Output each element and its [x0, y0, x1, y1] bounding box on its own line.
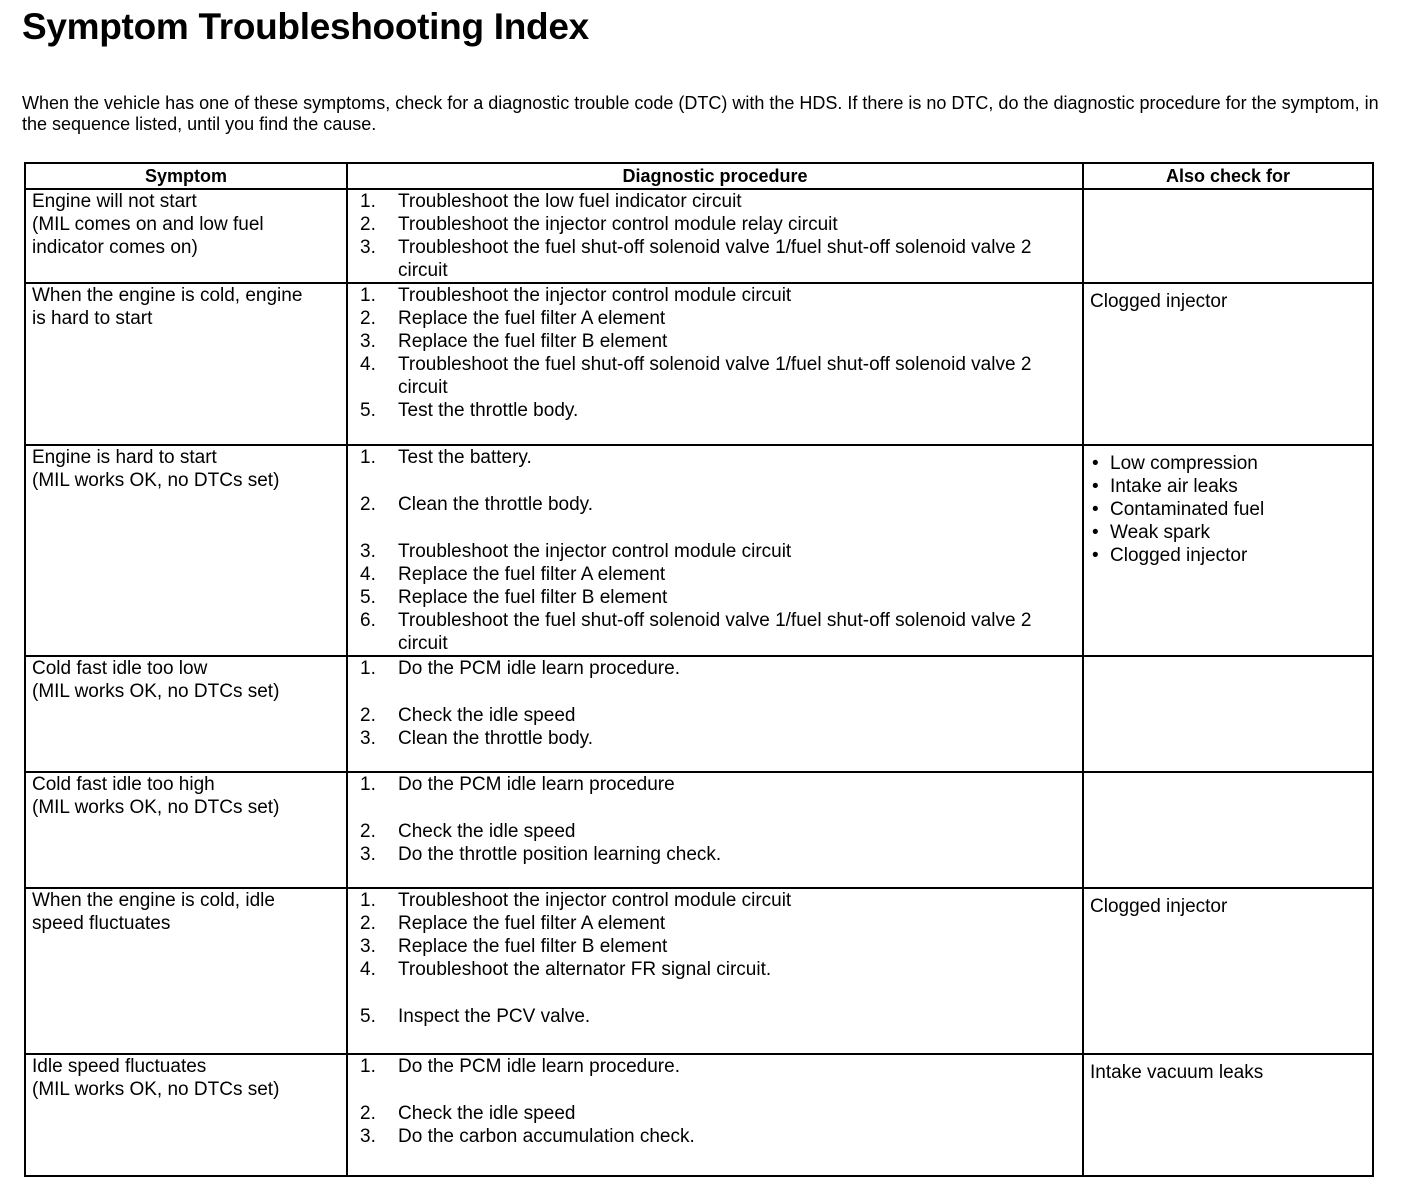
procedure-step [354, 307, 1076, 330]
step-number: 1. [360, 1056, 376, 1077]
header-symptom: Symptom [25, 163, 347, 189]
procedure-step [354, 1125, 1076, 1148]
procedure-step [354, 1005, 1076, 1028]
procedure-steps [354, 773, 1076, 866]
step-number: 6. [360, 610, 376, 631]
procedure-steps [354, 284, 1076, 422]
symptom-text: Engine will not start [32, 191, 197, 212]
step-text: Do the PCM idle learn procedure. [398, 1056, 680, 1077]
also-check-item: Intake air leaks [1110, 476, 1238, 497]
step-number: 1. [360, 658, 376, 679]
table-row [25, 445, 1373, 656]
procedure-step [354, 399, 1076, 422]
step-text: Replace the fuel filter A element [398, 913, 666, 934]
also-check-text: Clogged injector [1090, 291, 1228, 312]
step-number: 3. [360, 728, 376, 749]
bullet-icon: • [1092, 499, 1099, 520]
symptom-cell [25, 656, 347, 772]
symptom-text: (MIL comes on and low fuel [32, 214, 264, 235]
bullet-icon: • [1092, 476, 1099, 497]
symptom-text: (MIL works OK, no DTCs set) [32, 797, 280, 818]
step-number: 2. [360, 821, 376, 842]
also-check-list [1090, 452, 1366, 567]
procedure-step [354, 773, 1076, 796]
procedure-step [354, 586, 1076, 609]
step-number: 5. [360, 587, 376, 608]
table-row [25, 772, 1373, 888]
bullet-icon: • [1092, 545, 1099, 566]
procedure-step [354, 493, 1076, 516]
list-item [1090, 544, 1366, 567]
step-text: Troubleshoot the low fuel indicator circuit [398, 191, 742, 212]
symptom-cell [25, 1054, 347, 1176]
step-text: Test the battery. [398, 447, 532, 468]
also-check-item: Low compression [1110, 453, 1258, 474]
step-text: Troubleshoot the alternator FR signal circuit. [398, 959, 772, 980]
procedure-step [354, 213, 1076, 236]
procedure-step [354, 958, 1076, 981]
step-number: 3. [360, 541, 376, 562]
step-text: Do the throttle position learning check. [398, 844, 722, 865]
table-row [25, 1054, 1373, 1176]
step-number: 1. [360, 191, 376, 212]
procedure-step [354, 284, 1076, 307]
procedure-step [354, 889, 1076, 912]
also-check-cell [1083, 1054, 1373, 1176]
procedure-cell [347, 772, 1083, 888]
procedure-cell [347, 445, 1083, 656]
symptom-text: When the engine is cold, idle [32, 890, 275, 911]
procedure-steps [354, 1055, 1076, 1148]
page-title: Symptom Troubleshooting Index [22, 6, 589, 47]
also-check-text: Clogged injector [1090, 896, 1228, 917]
step-number: 2. [360, 913, 376, 934]
step-number: 2. [360, 494, 376, 515]
step-text: Troubleshoot the fuel shut-off solenoid valve 1/fuel shut-off solenoid valve 2 circuit [398, 354, 1032, 398]
symptom-cell [25, 283, 347, 445]
procedure-step [354, 912, 1076, 935]
table-body [25, 189, 1373, 1176]
intro-text: When the vehicle has one of these symptoms, check for a diagnostic trouble code (DTC) with the HDS. If there is no DTC, do the diagnostic procedure for the symptom, in the sequence listed, until you find the cause. [22, 93, 1379, 134]
bullet-icon: • [1092, 453, 1099, 474]
symptom-cell [25, 772, 347, 888]
procedure-step [354, 330, 1076, 353]
list-item [1090, 498, 1366, 521]
procedure-step [354, 935, 1076, 958]
symptom-cell [25, 445, 347, 656]
header-also-check: Also check for [1083, 163, 1373, 189]
step-text: Troubleshoot the injector control module relay circuit [398, 214, 838, 235]
symptom-text: speed fluctuates [32, 913, 171, 934]
step-number: 3. [360, 1126, 376, 1147]
also-check-cell [1083, 772, 1373, 888]
step-text: Replace the fuel filter B element [398, 587, 668, 608]
list-item [1090, 475, 1366, 498]
procedure-step [354, 236, 1076, 282]
step-number: 3. [360, 844, 376, 865]
procedure-step [354, 727, 1076, 750]
procedure-cell [347, 1054, 1083, 1176]
step-number: 3. [360, 237, 376, 258]
also-check-item: Weak spark [1110, 522, 1210, 543]
procedure-cell [347, 888, 1083, 1054]
symptom-text: Engine is hard to start [32, 447, 217, 468]
table-row [25, 656, 1373, 772]
also-check-cell [1083, 283, 1373, 445]
procedure-step [354, 704, 1076, 727]
step-text: Troubleshoot the fuel shut-off solenoid valve 1/fuel shut-off solenoid valve 2 circuit [398, 237, 1032, 281]
step-text: Replace the fuel filter A element [398, 564, 666, 585]
symptom-text: indicator comes on) [32, 237, 198, 258]
also-check-cell [1083, 189, 1373, 283]
step-number: 2. [360, 705, 376, 726]
step-number: 2. [360, 1103, 376, 1124]
procedure-step [354, 190, 1076, 213]
step-number: 1. [360, 774, 376, 795]
step-number: 3. [360, 936, 376, 957]
step-number: 2. [360, 214, 376, 235]
also-check-cell [1083, 656, 1373, 772]
step-number: 4. [360, 959, 376, 980]
also-check-item: Contaminated fuel [1110, 499, 1265, 520]
also-check-cell [1083, 888, 1373, 1054]
step-number: 2. [360, 308, 376, 329]
step-text: Do the carbon accumulation check. [398, 1126, 695, 1147]
table-row [25, 283, 1373, 445]
procedure-step [354, 820, 1076, 843]
step-text: Replace the fuel filter B element [398, 331, 668, 352]
procedure-cell [347, 656, 1083, 772]
procedure-step [354, 563, 1076, 586]
list-item [1090, 452, 1366, 475]
step-text: Test the throttle body. [398, 400, 579, 421]
symptom-text: (MIL works OK, no DTCs set) [32, 1079, 280, 1100]
step-text: Check the idle speed [398, 705, 576, 726]
also-check-cell [1083, 445, 1373, 656]
step-text: Clean the throttle body. [398, 494, 594, 515]
procedure-step [354, 657, 1076, 680]
step-number: 4. [360, 354, 376, 375]
procedure-step [354, 1102, 1076, 1125]
step-text: Troubleshoot the fuel shut-off solenoid valve 1/fuel shut-off solenoid valve 2 circuit [398, 610, 1032, 654]
step-text: Clean the throttle body. [398, 728, 594, 749]
step-text: Troubleshoot the injector control module circuit [398, 890, 792, 911]
symptom-text: (MIL works OK, no DTCs set) [32, 470, 280, 491]
step-text: Troubleshoot the injector control module circuit [398, 541, 792, 562]
procedure-steps [354, 657, 1076, 750]
procedure-cell [347, 189, 1083, 283]
symptom-table [24, 162, 1374, 1177]
procedure-step [354, 843, 1076, 866]
procedure-steps [354, 446, 1076, 655]
step-number: 5. [360, 1006, 376, 1027]
symptom-text: Idle speed fluctuates [32, 1056, 207, 1077]
step-number: 1. [360, 890, 376, 911]
table-row [25, 189, 1373, 283]
procedure-step [354, 446, 1076, 469]
symptom-text: When the engine is cold, engine [32, 285, 303, 306]
table-header-row [25, 163, 1373, 189]
step-text: Replace the fuel filter A element [398, 308, 666, 329]
symptom-text: is hard to start [32, 308, 153, 329]
step-text: Do the PCM idle learn procedure. [398, 658, 680, 679]
list-item [1090, 521, 1366, 544]
symptom-text: Cold fast idle too low [32, 658, 208, 679]
step-number: 1. [360, 447, 376, 468]
procedure-step [354, 353, 1076, 399]
step-number: 1. [360, 285, 376, 306]
procedure-steps [354, 190, 1076, 282]
table-row [25, 888, 1373, 1054]
header-procedure: Diagnostic procedure [347, 163, 1083, 189]
step-text: Do the PCM idle learn procedure [398, 774, 675, 795]
step-text: Replace the fuel filter B element [398, 936, 668, 957]
step-number: 5. [360, 400, 376, 421]
step-text: Check the idle speed [398, 821, 576, 842]
procedure-step [354, 1055, 1076, 1078]
step-text: Check the idle speed [398, 1103, 576, 1124]
also-check-item: Clogged injector [1110, 545, 1248, 566]
procedure-cell [347, 283, 1083, 445]
symptom-cell [25, 888, 347, 1054]
also-check-text: Intake vacuum leaks [1090, 1062, 1264, 1083]
step-number: 3. [360, 331, 376, 352]
bullet-icon: • [1092, 522, 1099, 543]
procedure-step [354, 540, 1076, 563]
symptom-text: Cold fast idle too high [32, 774, 215, 795]
procedure-steps [354, 889, 1076, 1028]
procedure-step [354, 609, 1076, 655]
symptom-cell [25, 189, 347, 283]
symptom-text: (MIL works OK, no DTCs set) [32, 681, 280, 702]
step-text: Inspect the PCV valve. [398, 1006, 591, 1027]
step-text: Troubleshoot the injector control module circuit [398, 285, 792, 306]
step-number: 4. [360, 564, 376, 585]
